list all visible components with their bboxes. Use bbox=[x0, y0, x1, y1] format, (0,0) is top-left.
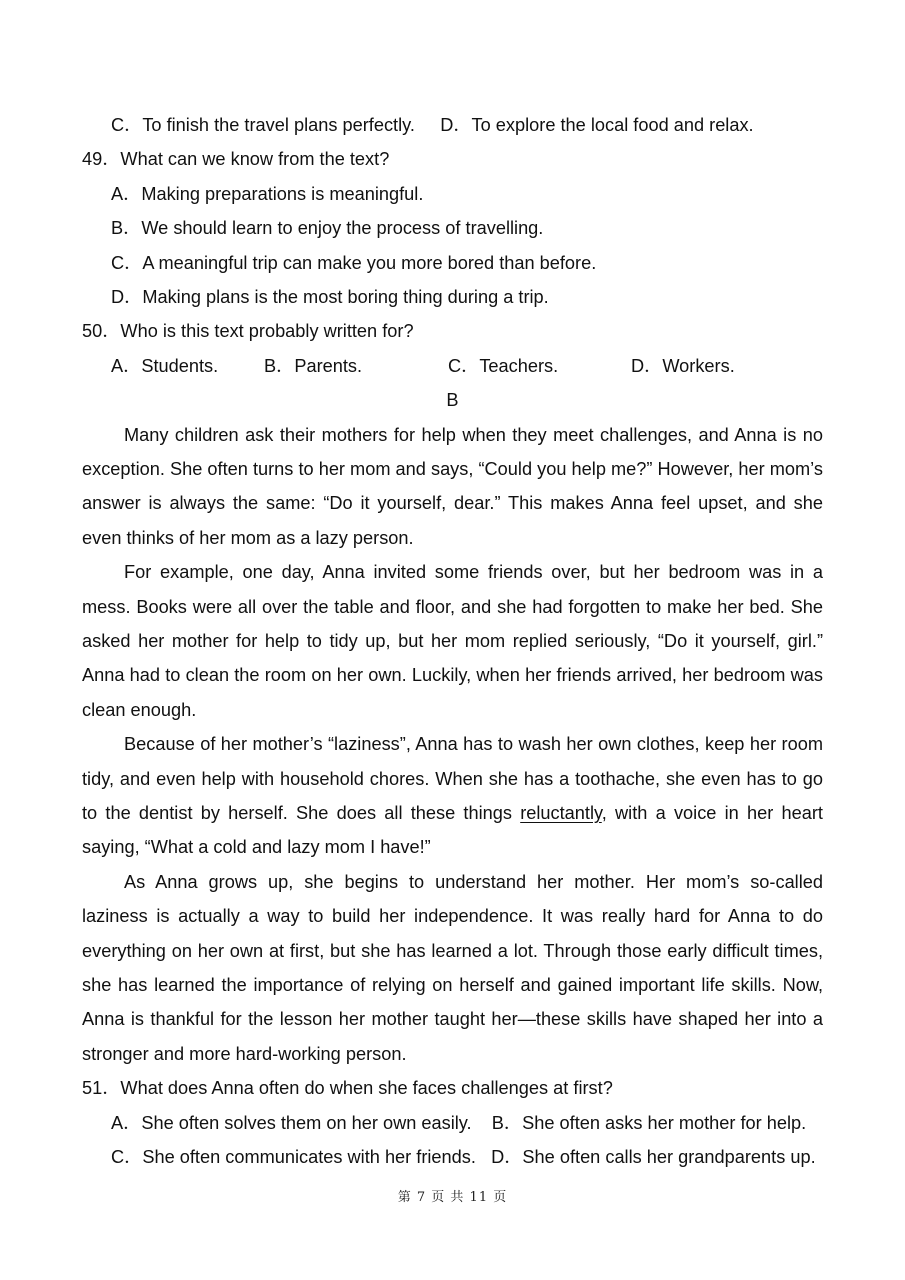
q50-option-b: B．Parents. bbox=[264, 355, 363, 376]
q49-option-b: B．We should learn to enjoy the process of travelling. bbox=[111, 218, 544, 239]
q49-option-d: D．Making plans is the most boring thing during a trip. bbox=[111, 286, 549, 307]
section-label: B bbox=[446, 390, 459, 411]
q50-option-d: D．Workers. bbox=[631, 355, 735, 376]
passage-paragraph-4: As Anna grows up, she begins to understand her mother. Her mom’s so-called laziness is actually a way to build her independence. It was really hard for Anna to do everything on her own at first, but she has learned a lot. Through those early difficult times, she has learned the importance of relying on herself and gained important life skills. Now, Anna is thankful for the lesson her mother taught her—these skills have shaped her into a stronger and more hard-working person. bbox=[82, 871, 823, 1064]
q48-options-cd bbox=[82, 108, 823, 142]
q48-option-c: C．To finish the travel plans perfectly. bbox=[111, 115, 415, 135]
passage-paragraph-2: For example, one day, Anna invited some friends over, but her bedroom was in a mess. Books were all over the table and floor, and she had forgotten to make her bed. She asked her mother for help to tidy up, but her mom replied seriously, “Do it yourself, girl.” Anna had to clean the room on her own. Luckily, when her friends arrived, her bedroom was clean enough. bbox=[82, 562, 823, 720]
passage-paragraph-1: Many children ask their mothers for help when they meet challenges, and Anna is no exception. She often turns to her mom and says, “Could you help me?” However, her mom’s answer is always the same: “Do it yourself, dear.” This makes Anna feel upset, and she even thinks of her mom as a lazy person. bbox=[82, 424, 823, 548]
page-content bbox=[82, 108, 823, 1174]
q50-options bbox=[82, 349, 823, 383]
q51-option-c: C．She often communicates with her friends. bbox=[111, 1147, 476, 1168]
q49-stem: 49．What can we know from the text? bbox=[82, 149, 390, 170]
q51-option-a: A．She often solves them on her own easily. bbox=[111, 1112, 472, 1133]
underlined-word: reluctantly bbox=[520, 802, 602, 823]
q50-option-a: A．Students. bbox=[111, 355, 219, 376]
q49-option-a: A．Making preparations is meaningful. bbox=[111, 183, 424, 204]
q50-option-c: C．Teachers. bbox=[448, 355, 559, 376]
page-number-footer: 第 7 页 共 11 页 bbox=[397, 1190, 508, 1205]
passage-paragraph-3-after: , with a voice in her heart saying, “What a cold and lazy mom I have!” bbox=[82, 802, 823, 858]
q48-option-d: D．To explore the local food and relax. bbox=[440, 115, 754, 135]
q51-option-d: D．She often calls her grandparents up. bbox=[491, 1147, 816, 1168]
q49-option-c: C．A meaningful trip can make you more bored than before. bbox=[111, 252, 597, 273]
passage-paragraph-3 bbox=[82, 727, 823, 865]
q51-options-ab bbox=[82, 1106, 823, 1140]
q51-option-b: B．She often asks her mother for help. bbox=[491, 1112, 807, 1133]
q51-stem: 51．What does Anna often do when she faces challenges at first? bbox=[82, 1078, 613, 1099]
q50-stem: 50．Who is this text probably written for? bbox=[82, 321, 414, 342]
q51-options-cd bbox=[82, 1140, 823, 1174]
passage-paragraph-3-before: Because of her mother’s “laziness”, Anna has to wash her own clothes, keep her room tidy, and even help with household chores. When she has a toothache, she even has to go to the dentist by herself. She does all these things bbox=[82, 734, 823, 823]
